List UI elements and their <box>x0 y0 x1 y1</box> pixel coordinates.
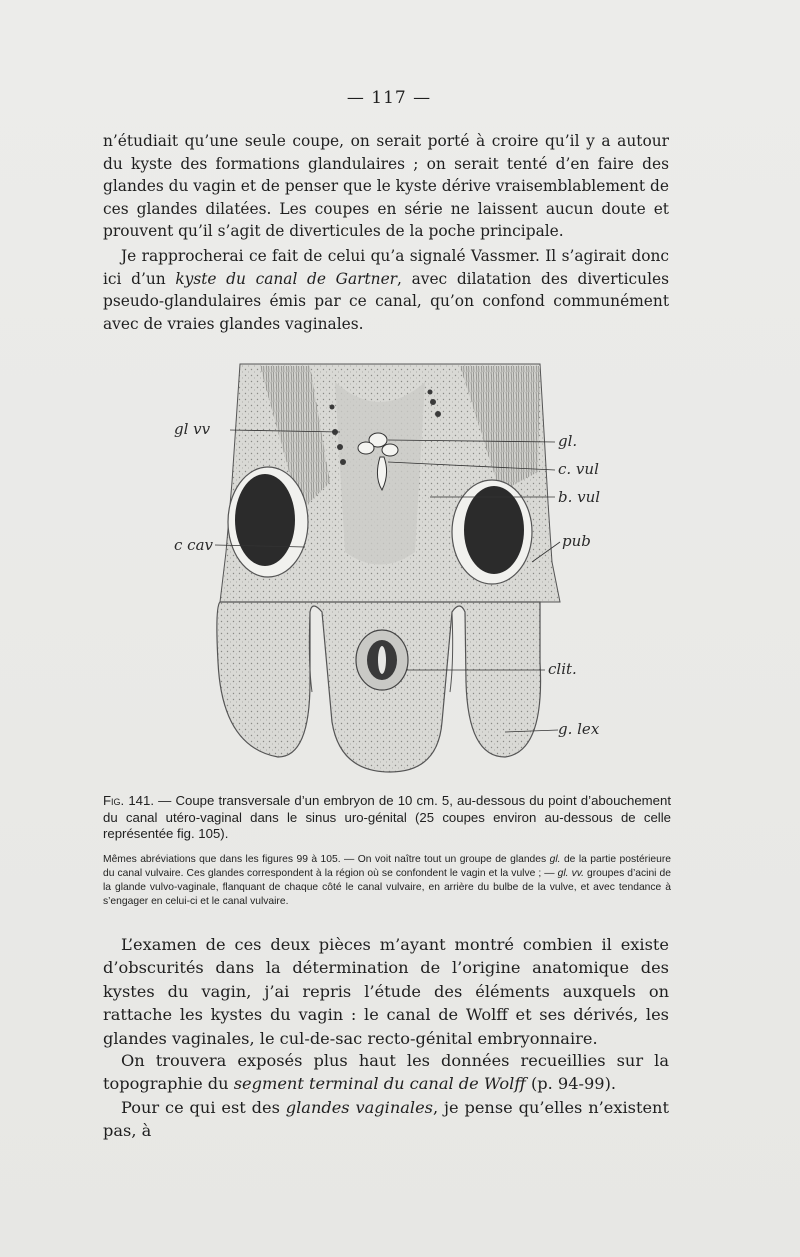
paragraph-3-text: L’examen de ces deux pièces m’ayant montré combien il existe d’obscurités dans la détermination de l’origine anatomique des kystes du vagin, j’ai repris l’étude des éléments auxquels on rattache les kystes du vagin : le canal de Wolff et ses dérivés, les glandes vaginales, le cul-de-sac recto-génital embryonnaire. <box>103 935 669 1048</box>
paragraph-1 <box>103 130 669 243</box>
embryo-section-drawing <box>160 362 600 782</box>
label-b-vul: b. vul <box>558 488 600 506</box>
label-g-lex: g. lex <box>558 720 600 738</box>
paragraph-1-text: n’étudiait qu’une seule coupe, on serait porté à croire qu’il y a autour du kyste des formations glandulaires ; on serait tenté d’en faire des glandes du vagin et de penser que le kyste dérive vraisemblablement de ces glandes dilatées. Les coupes en série ne laissent aucun doute et prouvent qu’il s’agit de diverticules de la poche principale. <box>103 132 669 240</box>
figure-caption-text: — Coupe transversale d’un embryon de 10 cm. 5, au-dessous du point d’abouchement du canal utéro-vaginal dans le sinus uro-génital (25 coupes environ au-dessous de celle représentée fig. 105). <box>103 793 671 841</box>
label-c-vul: c. vul <box>558 460 599 478</box>
page-number: — 117 — <box>346 88 432 108</box>
label-pub: pub <box>562 532 591 550</box>
paragraph-5-text-a: Pour ce qui est des <box>121 1098 286 1117</box>
paragraph-5 <box>103 1096 669 1143</box>
paragraph-2-italic: kyste du canal de Gartner <box>175 269 398 288</box>
paragraph-4-text-b: (p. 94-99). <box>525 1074 617 1094</box>
figure-label: Fig. 141. <box>103 793 155 808</box>
legend-text-1: Mêmes abréviations que dans les figures 99 à 105. — On voit naître tout un groupe de glandes <box>103 854 550 865</box>
paragraph-2-text-a: Je rapprocherai ce fait de celui qu’a signalé Vassmer. Il s’agirait donc ici d’un <box>103 247 669 288</box>
paragraph-4 <box>103 1049 669 1096</box>
label-gl-vv: gl vv <box>174 420 211 438</box>
paragraph-4-italic: segment terminal du canal de Wolff <box>233 1074 526 1094</box>
anatomical-figure <box>160 362 600 782</box>
legend-italic-2: gl. vv. <box>557 868 584 879</box>
paragraph-4-text-a: On trouvera exposés plus haut les données recueillies sur la topographie du <box>103 1051 669 1094</box>
label-clit: clit. <box>548 660 577 678</box>
label-gl: gl. <box>558 432 578 450</box>
legend-text-2: de la partie postérieure du canal vulvaire. Ces glandes correspondent à la région où se confondent le vagin et la vulve ; — <box>103 854 672 879</box>
figure-legend <box>103 853 671 909</box>
paragraph-3 <box>103 933 669 1050</box>
figure-caption <box>103 793 671 843</box>
paragraph-5-italic: glandes vaginales <box>285 1098 433 1117</box>
paragraph-2 <box>103 245 669 335</box>
legend-italic-1: gl. <box>549 854 561 865</box>
legend-text-3: groupes d’acini de la glande vulvo-vaginale, flanquant de chaque côté le canal vulvaire, en arrière du bulbe de la vulve, et avec tendance à s’engager en celui-ci et le canal vulvaire. <box>103 868 671 907</box>
paragraph-2-text-b: , avec dilatation des diverticules pseudo-glandulaires émis par ce canal, qu’on confond communément avec de vraies glandes vaginales. <box>103 269 669 333</box>
label-c-cav: c cav <box>174 536 213 554</box>
paragraph-5-text-b: , je pense qu’elles n’existent pas, à <box>103 1098 669 1141</box>
